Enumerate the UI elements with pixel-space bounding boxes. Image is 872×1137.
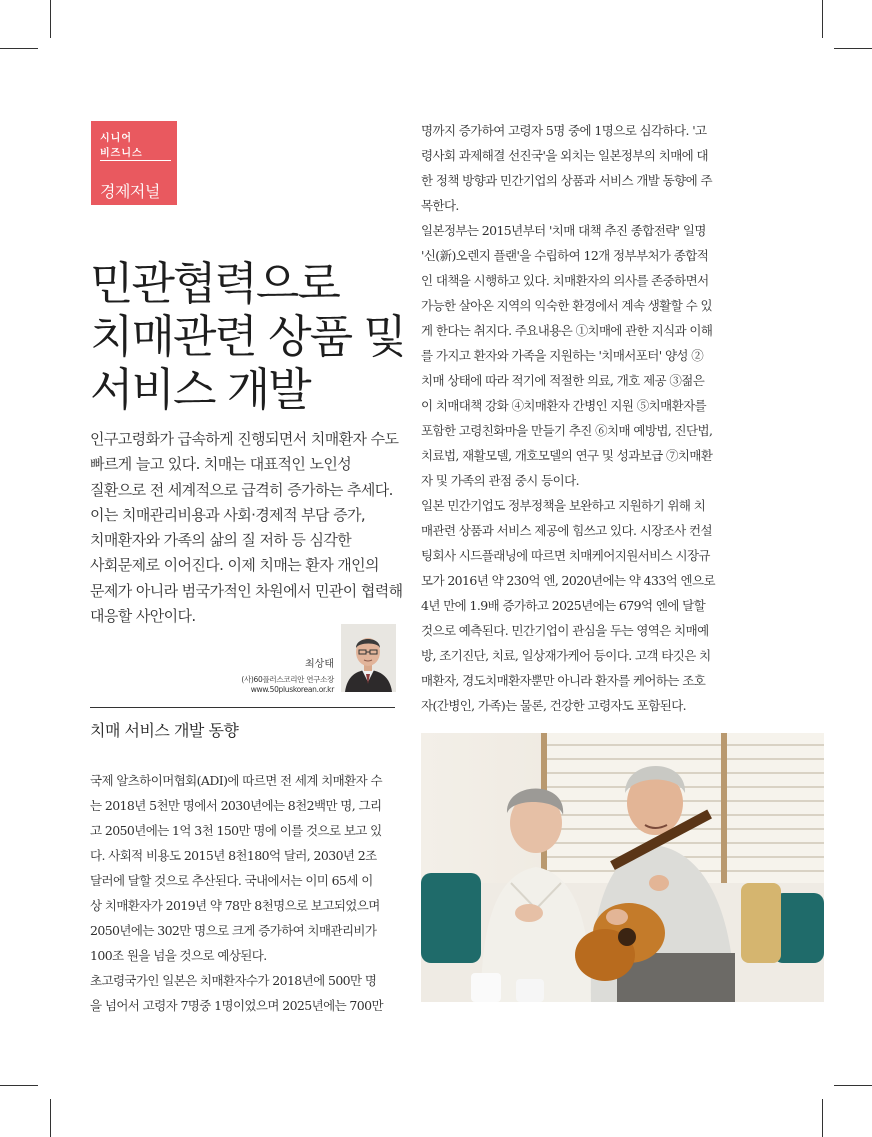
body-line: 한 정책 방향과 민간기업의 상품과 서비스 개발 동향에 주 (421, 173, 712, 188)
lead-line: 문제가 아니라 범국가적인 차원에서 민관이 협력해 (90, 581, 403, 600)
author-website: www.50pluskorean.or.kr (250, 685, 334, 694)
body-line: 를 가지고 환자와 가족을 지원하는 '치매서포터' 양성 ② (421, 348, 704, 363)
lead-line: 인구고령화가 급속하게 진행되면서 치매환자 수도 (90, 430, 399, 448)
body-line: 게 한다는 취지다. 주요내용은 ①치매에 관한 지식과 이해 (421, 323, 713, 338)
body-line: 목한다. (421, 198, 459, 213)
body-line: 인 대책을 시행하고 있다. 치매환자의 의사를 존중하면서 (421, 273, 709, 288)
crop-mark-bottom-left-horizontal (0, 1085, 38, 1086)
body-line: 이 치매대책 강화 ④치매환자 간병인 지원 ⑤치매환자를 (421, 398, 707, 413)
body-line: 방, 조기진단, 치료, 일상재가케어 등이다. 고객 타깃은 치 (421, 648, 711, 663)
title-line: 서비스 개발 (90, 363, 310, 416)
body-line: 가능한 살아온 지역의 익숙한 환경에서 계속 생활할 수 있 (421, 298, 712, 313)
body-line: 는 2018년 5천만 명에서 2030년에는 8천2백만 명, 그리 (90, 798, 382, 813)
body-line: 다. 사회적 비용도 2015년 8천180억 달러, 2030년 2조 (90, 848, 377, 863)
body-line: 모가 2016년 약 230억 엔, 2020년에는 약 433억 엔으로 (421, 573, 715, 588)
lead-line: 빠르게 늘고 있다. 치매는 대표적인 노인성 (90, 455, 352, 474)
crop-mark-bottom-left-vertical (50, 1099, 51, 1137)
body-line: 100조 원을 넘을 것으로 예상된다. (90, 948, 267, 963)
category-line-3: 경제저널 (100, 182, 160, 201)
left-column-body (90, 768, 395, 1018)
body-line: 초고령국가인 일본은 치매환자수가 2018년에 500만 명 (90, 973, 377, 988)
section-divider (90, 707, 395, 708)
body-line: 일본 민간기업도 정부정책을 보완하고 지원하기 위해 치 (421, 498, 706, 513)
crop-mark-bottom-right-horizontal (834, 1085, 872, 1086)
body-line: 포함한 고령친화마을 만들기 추진 ⑥치매 예방법, 진단법, (421, 423, 713, 438)
body-line: 자 및 가족의 관점 중시 등이다. (421, 473, 579, 488)
category-tag (91, 121, 177, 205)
crop-mark-top-left-vertical (50, 0, 51, 38)
body-line: 2050년에는 302만 명으로 크게 증가하여 치매관리비가 (90, 923, 377, 938)
body-line: 것으로 예측된다. 민간기업이 관심을 두는 영역은 치매예 (421, 623, 709, 638)
author-credit (200, 675, 334, 695)
body-line: 자(간병인, 가족)는 물론, 건강한 고령자도 포함된다. (421, 698, 687, 713)
body-line: '신(新)오렌지 플랜'을 수립하여 12개 정부부처가 종합적 (421, 248, 709, 263)
body-line: 치료법, 재활모델, 개호모델의 연구 및 성과보급 ⑦치매환 (421, 448, 713, 463)
body-line: 치매 상태에 따라 적기에 적절한 의료, 개호 제공 ③젊은 (421, 373, 705, 388)
title-line: 민관협력으로 (90, 257, 339, 310)
title-line: 치매관련 상품 및 (90, 310, 405, 363)
body-line: 령사회 과제해결 선진국'을 외치는 일본정부의 치매에 대 (421, 148, 709, 163)
body-line: 고 2050년에는 1억 3천 150만 명에 이를 것으로 보고 있 (90, 823, 382, 838)
author-name: 최상태 (305, 659, 334, 670)
elderly-couple-guitar-photo-icon (421, 733, 824, 1002)
crop-mark-top-left-horizontal (0, 48, 38, 49)
body-line: 팅회사 시드플래닝에 따르면 치매케어지원서비스 시장규 (421, 548, 710, 563)
lead-line: 대응할 사안이다. (90, 607, 196, 626)
lead-line: 질환으로 전 세계적으로 급격히 증가하는 추세다. (90, 480, 393, 499)
article-title (90, 257, 410, 416)
portrait-photo-icon (341, 624, 396, 692)
body-line: 명까지 증가하여 고령자 5명 중에 1명으로 심각하다. '고 (421, 123, 707, 138)
body-line: 상 치매환자가 2019년 약 78만 8천명으로 보고되었으며 (90, 898, 380, 913)
category-line-2: 비즈니스 (100, 148, 143, 159)
body-line: 달러에 달할 것으로 추산된다. 국내에서는 이미 65세 이 (90, 873, 373, 888)
crop-mark-bottom-right-vertical (822, 1099, 823, 1137)
body-line: 국제 알츠하이머협회(ADI)에 따르면 전 세계 치매환자 수 (90, 773, 382, 788)
body-line: 매관련 상품과 서비스 제공에 힘쓰고 있다. 시장조사 컨설 (421, 523, 712, 538)
category-divider (100, 160, 171, 161)
author-affiliation: (사)60플러스코리안 연구소장 (241, 675, 334, 684)
body-line: 을 넘어서 고령자 7명중 1명이었으며 2025년에는 700만 (90, 998, 383, 1013)
lead-line: 치매환자와 가족의 삶의 질 저하 등 심각한 (90, 531, 352, 550)
lead-paragraph (90, 427, 403, 629)
body-line: 일본정부는 2015년부터 '치매 대책 추진 종합전략' 일명 (421, 223, 706, 238)
crop-mark-top-right-horizontal (834, 48, 872, 49)
lead-line: 이는 치매관리비용과 사회·경제적 부담 증가, (90, 505, 366, 524)
body-line: 4년 만에 1.9배 증가하고 2025년에는 679억 엔에 달할 (421, 598, 706, 613)
section-heading: 치매 서비스 개발 동향 (90, 721, 239, 740)
lead-line: 사회문제로 이어진다. 이제 치매는 환자 개인의 (90, 556, 379, 575)
body-line: 매환자, 경도치매환자뿐만 아니라 환자를 케어하는 조호 (421, 673, 706, 688)
crop-mark-top-right-vertical (822, 0, 823, 38)
category-line-1: 시니어 (100, 133, 132, 144)
right-column-body (421, 118, 731, 718)
